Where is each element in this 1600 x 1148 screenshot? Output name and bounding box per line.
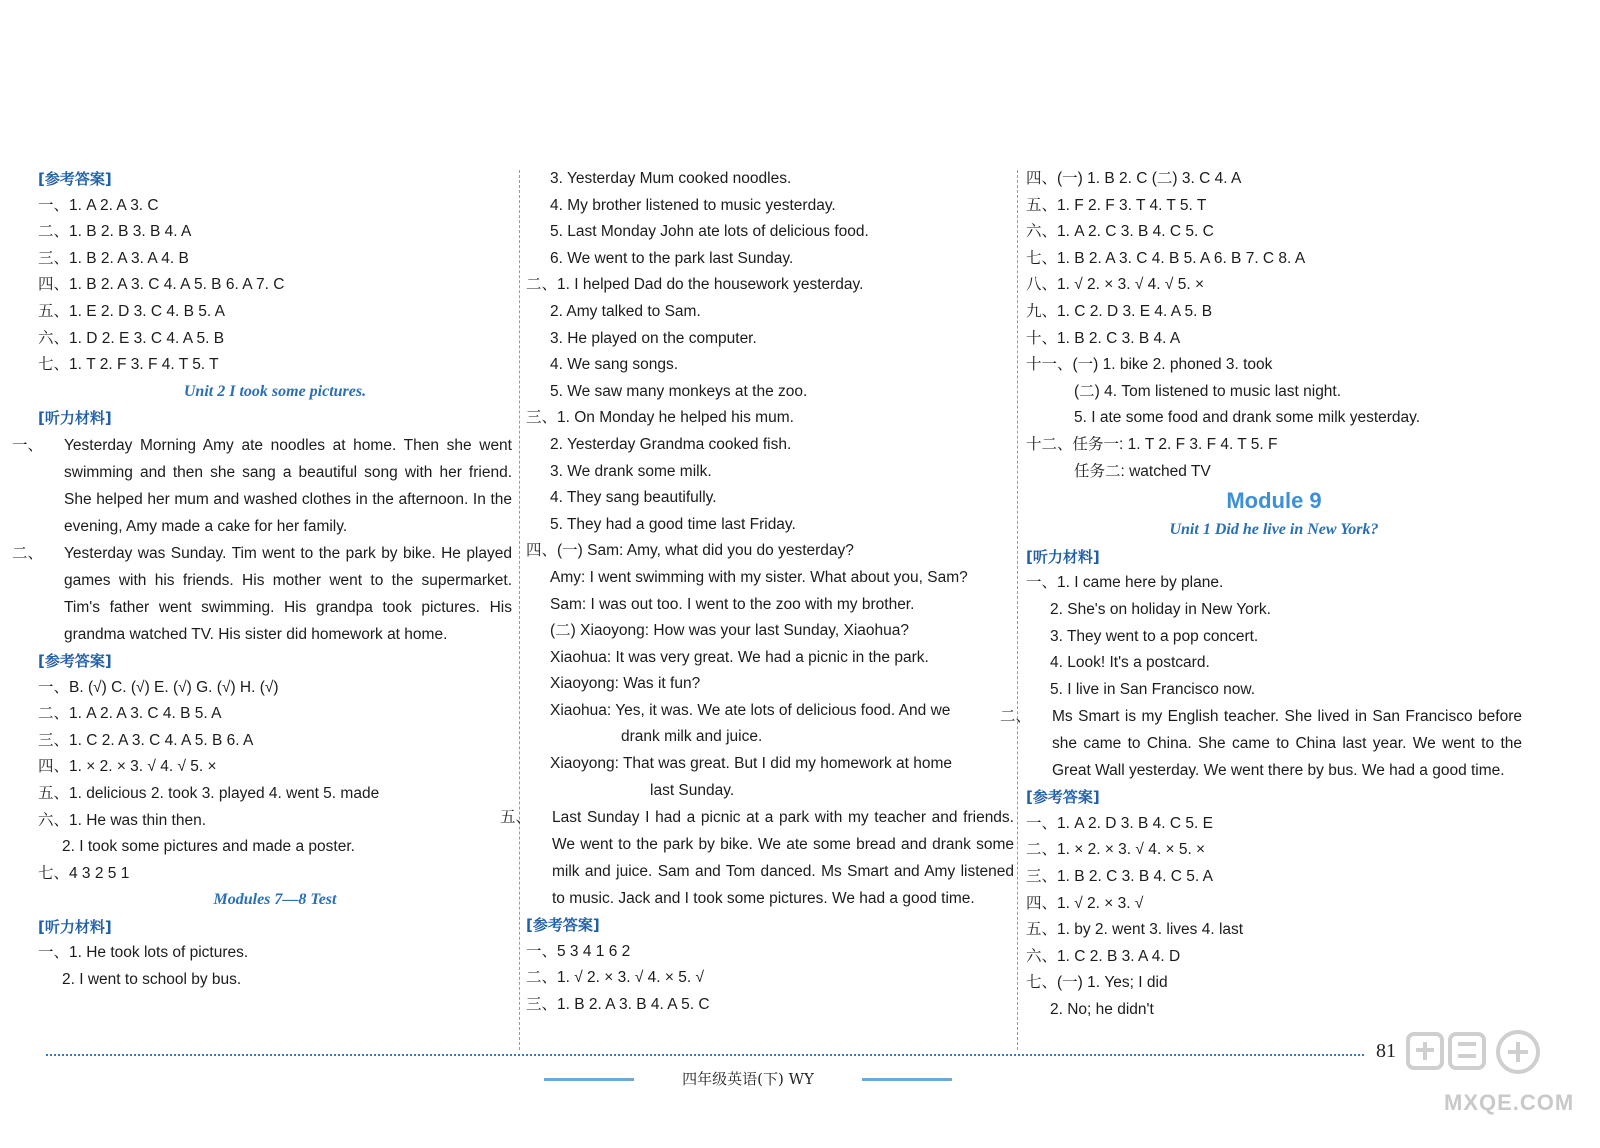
listening-line: 二、1. I helped Dad do the housework yesterday. (526, 276, 864, 294)
column-2 (500, 166, 1014, 1019)
listening-line: 一、1. He took lots of pictures. (38, 944, 249, 962)
answer-line: 十、1. B 2. C 3. B 4. A (1026, 329, 1181, 347)
column-1 (12, 166, 512, 994)
dialog-line: Sam: I was out too. I went to the zoo with my brother. (550, 595, 915, 613)
answer-line: 五、1. E 2. D 3. C 4. B 5. A (38, 302, 225, 320)
answer-line: 5. I ate some food and drank some milk yesterday. (1074, 409, 1421, 427)
dialog-line: Xiaohua: Yes, it was. We ate lots of delicious food. And we (550, 701, 951, 719)
test-title: Modules 7—8 Test (213, 891, 337, 909)
answer-key-heading: [参考答案] (38, 651, 112, 670)
answer-line: 四、1. × 2. × 3. √ 4. √ 5. × (38, 758, 217, 776)
paragraph-text: Yesterday was Sunday. Tim went to the park by bike. He played games with his friends. His mother went to the supermarket. Tim's father went swimming. His grandpa took pictures. His grandma watched TV. His sister did homework at home. (64, 544, 512, 643)
listening-material-heading: [听力材料] (1026, 547, 1100, 566)
answer-line: 七、4 3 2 5 1 (38, 864, 130, 882)
listening-line: 2. Amy talked to Sam. (550, 302, 701, 320)
answer-line: 二、1. √ 2. × 3. √ 4. × 5. √ (526, 969, 705, 987)
answer-line: 三、1. B 2. A 3. B 4. A 5. C (526, 996, 710, 1014)
column-3 (1000, 166, 1522, 1024)
answer-key-heading: [参考答案] (1026, 788, 1100, 807)
dialog-line: Xiaoyong: Was it fun? (550, 675, 701, 693)
column-divider (1017, 170, 1018, 1050)
listening-line: 5. We saw many monkeys at the zoo. (550, 382, 808, 400)
listening-paragraph (12, 432, 512, 540)
answer-line: 五、1. F 2. F 3. T 4. T 5. T (1026, 196, 1207, 214)
listening-line: 5. I live in San Francisco now. (1050, 680, 1256, 698)
answer-line: 十一、(一) 1. bike 2. phoned 3. took (1026, 356, 1273, 374)
answer-line: 六、1. C 2. B 3. A 4. D (1026, 947, 1181, 965)
column-divider (519, 170, 520, 1050)
answer-line: 六、1. A 2. C 3. B 4. C 5. C (1026, 223, 1214, 241)
paragraph-text: Ms Smart is my English teacher. She lived in San Francisco before she came to China. She came to China last year. We went to the Great Wall yesterday. We went there by bus. We had a good time. (1052, 708, 1522, 780)
listening-line: 2. Yesterday Grandma cooked fish. (550, 435, 792, 453)
footer-divider (46, 1054, 1364, 1056)
item-number: 二、 (12, 544, 44, 562)
item-number: 五、 (500, 809, 532, 827)
listening-line: 4. Look! It's a postcard. (1050, 654, 1210, 672)
dialog-line: Xiaohua: It was very great. We had a picnic in the park. (550, 648, 929, 666)
answer-line: 九、1. C 2. D 3. E 4. A 5. B (1026, 302, 1213, 320)
listening-line: 4. They sang beautifully. (550, 489, 717, 507)
answer-line: 一、5 3 4 1 6 2 (526, 942, 631, 960)
answer-line: 四、(一) 1. B 2. C (二) 3. C 4. A (1026, 170, 1242, 187)
answer-line: 五、1. delicious 2. took 3. played 4. went 5. made (38, 784, 380, 802)
dialog-line: (二) Xiaoyong: How was your last Sunday, Xiaohua? (550, 622, 909, 640)
answer-line: 二、1. B 2. B 3. B 4. A (38, 223, 192, 241)
item-number: 二、 (1000, 708, 1032, 726)
answer-line: 五、1. by 2. went 3. lives 4. last (1026, 921, 1244, 939)
footer-decor-line (862, 1078, 952, 1081)
answer-line: 十二、任务一: 1. T 2. F 3. F 4. T 5. F (1026, 435, 1278, 453)
unit-title: Unit 1 Did he live in New York? (1169, 521, 1379, 539)
answer-line: 八、1. √ 2. × 3. √ 4. √ 5. × (1026, 276, 1205, 294)
module-title: Module 9 (1226, 488, 1322, 514)
listening-line: 3. We drank some milk. (550, 462, 712, 480)
answer-line: 二、1. A 2. A 3. C 4. B 5. A (38, 705, 222, 723)
listening-line: 2. I went to school by bus. (62, 971, 242, 989)
paragraph-text: Yesterday Morning Amy ate noodles at home. Then she went swimming and then she sang a beautiful song with her friend. She helped her mum and washed clothes in the afternoon. In the evening, Amy made a cake for her family. (64, 436, 512, 535)
answer-line: 任务二: watched TV (1074, 462, 1211, 480)
answer-line: 三、1. B 2. A 3. A 4. B (38, 249, 189, 267)
listening-line: 三、1. On Monday he helped his mum. (526, 409, 794, 427)
item-number: 一、 (12, 436, 44, 454)
answer-line: 一、1. A 2. A 3. C (38, 196, 159, 214)
watermark-text: MXQE.COM (1444, 1090, 1575, 1115)
dialog-line: 四、(一) Sam: Amy, what did you do yesterday? (526, 542, 854, 560)
listening-line: 3. They went to a pop concert. (1050, 627, 1259, 645)
footer-decor-line (544, 1078, 634, 1081)
listening-line: 4. My brother listened to music yesterday. (550, 196, 836, 214)
answer-line: 七、1. B 2. A 3. C 4. B 5. A 6. B 7. C 8. A (1026, 249, 1306, 267)
dialog-line: last Sunday. (650, 781, 735, 799)
answer-line: 2. No; he didn't (1050, 1001, 1154, 1019)
dialog-line: Xiaoyong: That was great. But I did my homework at home (550, 755, 953, 773)
answer-line: 七、1. T 2. F 3. F 4. T 5. T (38, 356, 219, 374)
dialog-line: Amy: I went swimming with my sister. What about you, Sam? (550, 568, 968, 586)
listening-line: 2. She's on holiday in New York. (1050, 600, 1271, 618)
listening-material-heading: [听力材料] (38, 917, 112, 936)
unit-title: Unit 2 I took some pictures. (183, 382, 367, 400)
page-number: 81 (1376, 1040, 1396, 1062)
listening-line: 5. They had a good time last Friday. (550, 515, 796, 533)
answer-key-heading: [参考答案] (526, 916, 600, 935)
listening-line: 3. He played on the computer. (550, 329, 757, 347)
answer-line: 四、1. √ 2. × 3. √ (1026, 894, 1144, 912)
listening-line: 一、1. I came here by plane. (1026, 574, 1224, 592)
listening-material-heading: [听力材料] (38, 409, 112, 428)
answer-line: 三、1. B 2. C 3. B 4. C 5. A (1026, 868, 1213, 886)
answer-line: 2. I took some pictures and made a poster. (62, 838, 355, 856)
answer-line: 六、1. D 2. E 3. C 4. A 5. B (38, 329, 225, 347)
listening-paragraph (12, 540, 512, 648)
answer-line: 三、1. C 2. A 3. C 4. A 5. B 6. A (38, 731, 254, 749)
dialog-line: drank milk and juice. (621, 728, 763, 746)
book-title: 四年级英语(下) WY (682, 1070, 814, 1088)
listening-line: 3. Yesterday Mum cooked noodles. (550, 170, 792, 187)
paragraph-text: Last Sunday I had a picnic at a park with my teacher and friends. We went to the park by bike. We ate some bread and drank some milk and juice. Sam and Tom danced. Ms Smart and Amy listened to music. Jack and I took some pictures. We had a good time. (552, 809, 1014, 908)
answer-line: (二) 4. Tom listened to music last night. (1074, 382, 1342, 400)
answer-line: 七、(一) 1. Yes; I did (1026, 974, 1168, 992)
listening-line: 4. We sang songs. (550, 356, 679, 374)
listening-line: 6. We went to the park last Sunday. (550, 249, 794, 267)
listening-paragraph (1000, 703, 1522, 784)
answer-line: 一、1. A 2. D 3. B 4. C 5. E (1026, 814, 1213, 832)
answer-line: 一、B. (√) C. (√) E. (√) G. (√) H. (√) (38, 678, 279, 696)
answer-key-heading: [参考答案] (38, 170, 112, 188)
answer-line: 四、1. B 2. A 3. C 4. A 5. B 6. A 7. C (38, 276, 285, 294)
listening-paragraph (500, 804, 1014, 912)
answer-line: 六、1. He was thin then. (38, 811, 206, 829)
listening-line: 5. Last Monday John ate lots of delicious food. (550, 223, 869, 241)
answer-line: 二、1. × 2. × 3. √ 4. × 5. × (1026, 841, 1206, 859)
